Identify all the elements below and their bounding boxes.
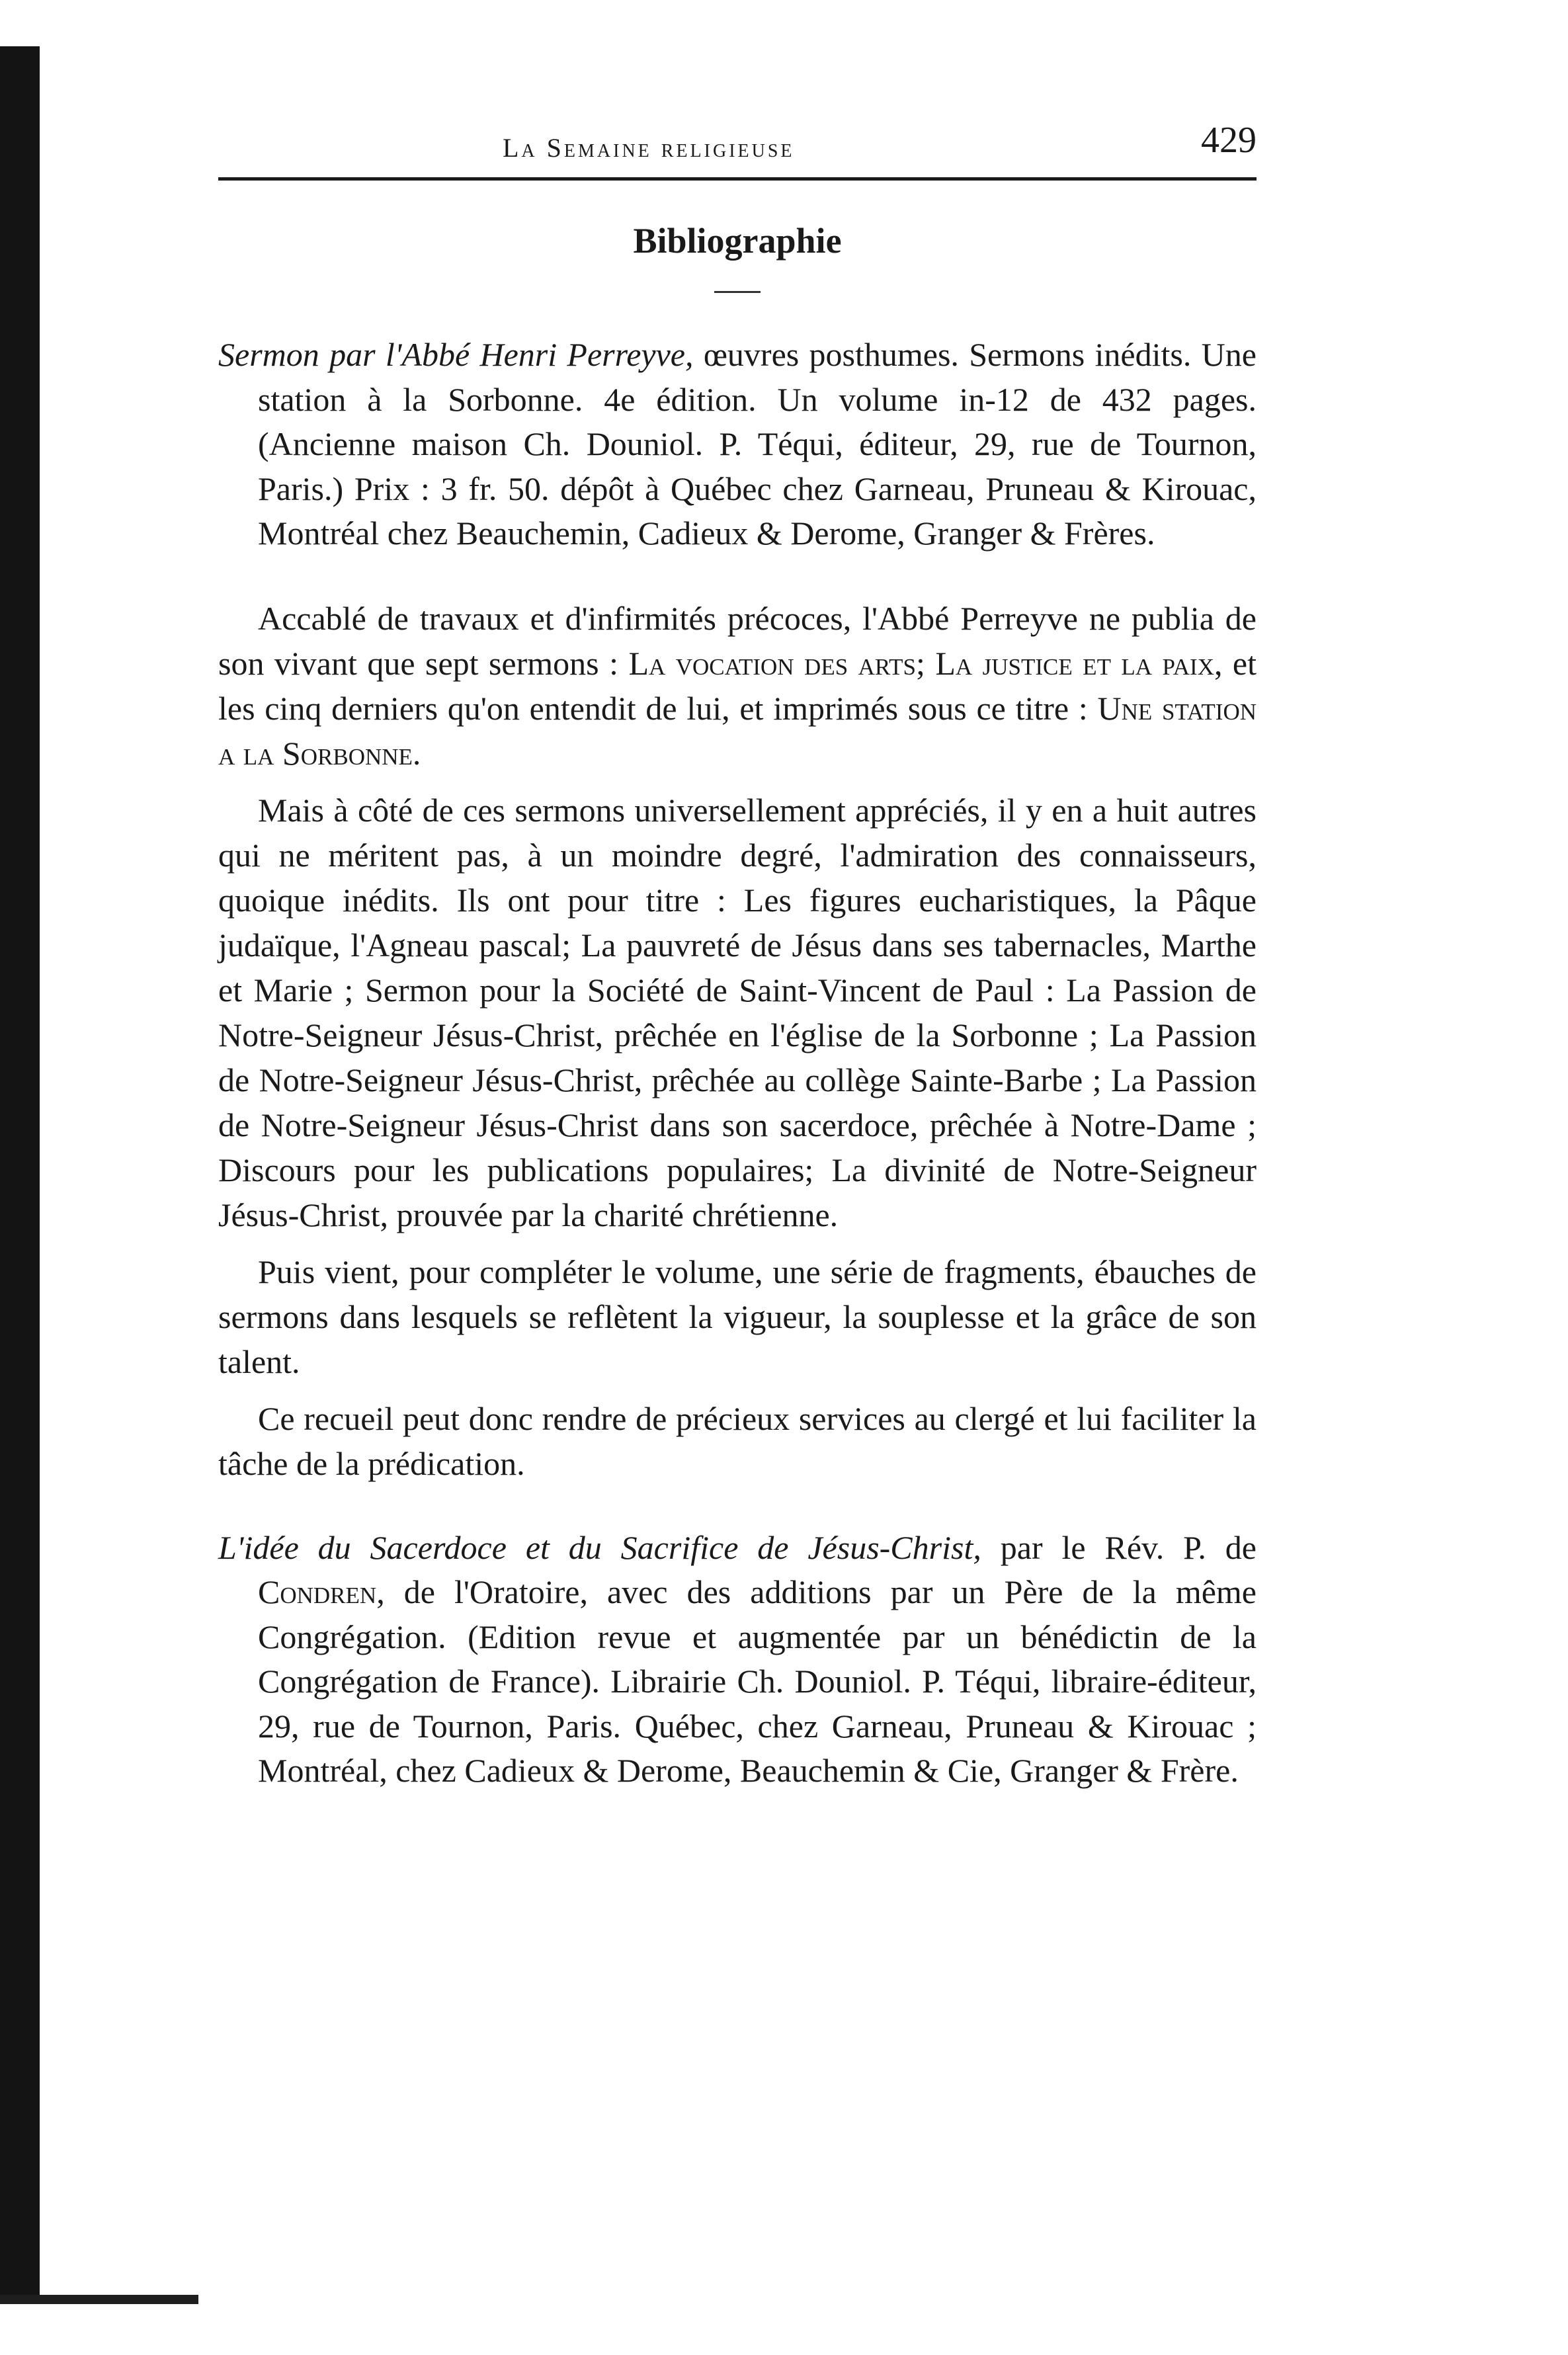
sermon-title-station: Une station a la Sorbonne xyxy=(218,689,1257,772)
title-dash xyxy=(714,291,761,293)
section-title: Bibliographie xyxy=(633,221,842,261)
review-p1-text-a: Accablé de travaux et d'infirmités précoces, l'Abbé Perreyve ne publia de son vivant que sept sermons : xyxy=(218,599,1257,682)
page-number: 429 xyxy=(1201,120,1257,161)
entry-1-details: œuvres posthumes. Sermons inédits. Une station à la Sorbonne. 4e édition. Un volume in-12 de 432 pages. (Ancienne maison Ch. Douniol. P. Téqui, éditeur, 29, rue de Tournon, Paris.) Prix : 3 fr. 50. dépôt à Québec chez Garneau, Pruneau & Kirouac, Montréal chez Beauchemin, Cadieux & Derome, Granger & Frères. xyxy=(258,336,1257,552)
review-p1-text-d: . xyxy=(412,734,421,772)
entry-1-title: Sermon par l'Abbé Henri Perreyve, xyxy=(218,336,694,373)
page-bottom-edge xyxy=(0,2295,198,2304)
review-p1-text-c: , et les cinq derniers qu'on entendit de lui, et imprimés sous ce titre : xyxy=(218,644,1257,727)
running-header xyxy=(218,112,1257,172)
review-paragraph-2: Mais à côté de ces sermons universellement appréciés, il y en a huit autres qui ne méritent pas, à un moindre degré, l'admiration des connaisseurs, quoique inédits. Ils ont pour titre : Les figures eucharistiques, la Pâque judaïque, l'Agneau pascal; La pauvreté de Jésus dans ses tabernacles, Marthe et Marie ; Sermon pour la Société de Saint-Vincent de Paul : La Passion de Notre-Seigneur Jésus-Christ, prêchée en l'église de la Sorbonne ; La Passion de Notre-Seigneur Jésus-Christ, prêchée au collège Sainte-Barbe ; La Passion de Notre-Seigneur Jésus-Christ dans son sacerdoce, prêchée à Notre-Dame ; Discours pour les publications populaires; La divinité de Notre-Seigneur Jésus-Christ, prouvée par la charité chrétienne. xyxy=(218,791,1257,1233)
entry-2-author: Condren xyxy=(258,1573,377,1610)
review-p1-text-b: ; xyxy=(915,644,925,682)
header-rule xyxy=(218,177,1257,181)
review-paragraph-3: Puis vient, pour compléter le volume, une série de fragments, ébauches de sermons dans lesquels se reflètent la vigueur, la souplesse et la grâce de son talent. xyxy=(218,1253,1257,1380)
sermon-title-justice: La justice et la paix xyxy=(935,644,1214,682)
entry-2-title: L'idée du Sacerdoce et du Sacrifice de Jésus-Christ, xyxy=(218,1528,981,1566)
sermon-title-vocation: La vocation des arts xyxy=(628,644,916,682)
page-binding-edge xyxy=(0,46,40,2295)
document-page xyxy=(218,112,1257,1794)
bibliography-entry-1 xyxy=(218,333,1257,556)
entry-2-details-a: par le Rév. P. de xyxy=(1000,1528,1257,1566)
running-title: La Semaine religieuse xyxy=(503,133,795,163)
review-paragraph-1 xyxy=(218,596,1257,776)
bibliography-entry-2 xyxy=(218,1526,1257,1794)
review-text xyxy=(218,596,1257,1486)
review-paragraph-4: Ce recueil peut donc rendre de précieux services au clergé et lui faciliter la tâche de la prédication. xyxy=(218,1399,1257,1482)
entry-2-details-b: , de l'Oratoire, avec des additions par un Père de la même Congrégation. (Edition revue et augmentée par un bénédictin de la Congrégation de France). Librairie Ch. Douniol. P. Téqui, libraire-éditeur, 29, rue de Tournon, Paris. Québec, chez Garneau, Pruneau & Kirouac ; Montréal, chez Cadieux & Derome, Beauchemin & Cie, Granger & Frère. xyxy=(258,1573,1257,1789)
